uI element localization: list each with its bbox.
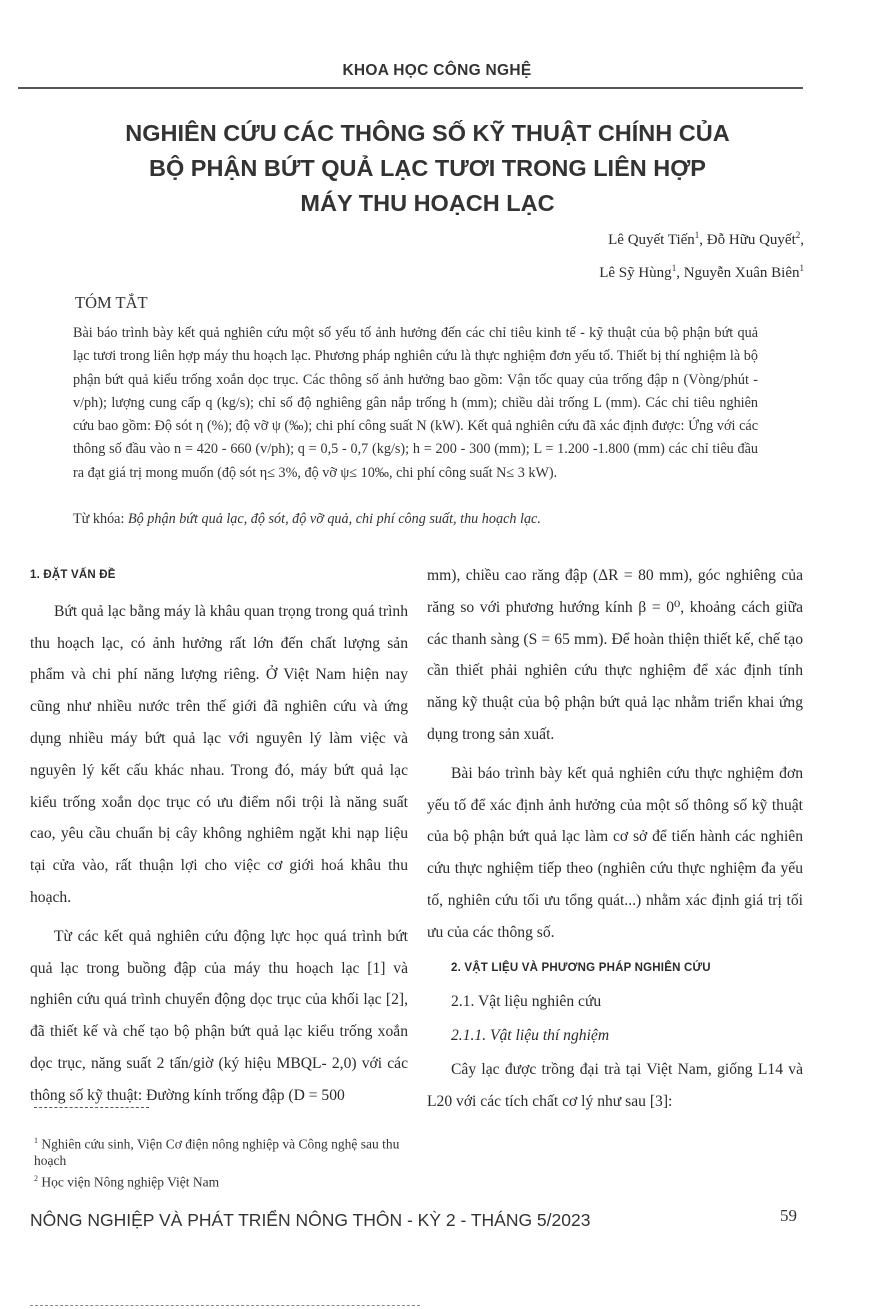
- keywords: [73, 508, 763, 530]
- paragraph: Cây lạc được trồng đại trà tại Việt Nam, giống L14 và L20 với các tích chất cơ lý như sau [3]:: [427, 1060, 803, 1110]
- paragraph: Bài báo trình bày kết quả nghiên cứu thực nghiệm đơn yếu tố để xác định ảnh hưởng của một số thông số kỹ thuật của bộ phận bứt quả lạc làm cơ sở để tiến hành các nghiên cứu thực nghiệm tiếp theo (nghiên cứu thực nghiệm đa yếu tố, nghiên cứu tối ưu tổng quát...) nhằm xác định giá trị tối ưu của các thông số.: [427, 764, 803, 941]
- article-title: [40, 116, 815, 221]
- paragraph: Bứt quả lạc bằng máy là khâu quan trọng trong quá trình thu hoạch lạc, có ảnh hưởng rất lớn đến chất lượng sản phẩm và chi phí năng lượng riêng. Ở Việt Nam hiện nay cũng như nhiều nước trên thế giới đã nghiên cứu và ứng dụng nhiều máy bứt quả lạc với nguyên lý làm việc và nguyên lý kết cấu khác nhau. Trong đó, máy bứt quả lạc kiểu trống xoắn dọc trục có ưu điểm nổi trội là năng suất cao, yêu cầu chuẩn bị cây không nghiêm ngặt khi nạp liệu tại cửa vào, rất thuận lợi cho việc cơ giới hoá khâu thu hoạch.: [30, 602, 408, 906]
- footnote: [34, 1171, 414, 1191]
- journal-footer: NÔNG NGHIỆP VÀ PHÁT TRIỂN NÔNG THÔN - KỲ 2 - THÁNG 5/2023: [30, 1210, 591, 1230]
- author-separator: ,: [800, 232, 804, 248]
- left-column: [30, 560, 408, 1112]
- authors-line-1: [608, 230, 804, 249]
- author-separator: ,: [676, 265, 684, 281]
- bottom-rule: [30, 1305, 420, 1306]
- section-heading-intro: 1. ĐẶT VẤN ĐỀ: [30, 569, 116, 581]
- header-rule: [18, 87, 803, 89]
- abstract-body: Bài báo trình bày kết quả nghiên cứu một số yếu tố ảnh hưởng đến các chỉ tiêu kinh tế - kỹ thuật của bộ phận bứt quả lạc tươi trong liên hợp máy thu hoạch lạc. Phương pháp nghiên cứu là thực nghiệm đơn yếu tố. Thiết bị thí nghiệm là bộ phận bứt quả kiểu trống xoắn dọc trục. Các thông số ảnh hưởng bao gồm: Vận tốc quay của trống đập n (Vòng/phút - v/ph); lượng cung cấp q (kg/s); chỉ số độ nghiêng gân nắp trống h (mm); chiều dài trống L (mm). Các chỉ tiêu nghiên cứu bao gồm: Độ sót η (%); độ vỡ ψ (‰); chi phí công suất N (kW). Kết quả nghiên cứu đã xác định được: Ứng với các thông số đầu vào n = 420 - 660 (v/ph); q = 0,5 - 0,7 (kg/s); h = 200 - 300 (mm); L = 1.200 -1.800 (mm) các chỉ tiêu đầu ra đạt giá trị mong muốn (độ sót η≤ 3%, độ vỡ ψ≤ 10‰, chi phí công suất N≤ 3 kW).: [73, 325, 758, 481]
- author-name: Đỗ Hữu Quyết: [706, 232, 796, 248]
- author-name: Lê Quyết Tiến: [608, 232, 695, 248]
- title-line: BỘ PHẬN BỨT QUẢ LẠC TƯƠI TRONG LIÊN HỢP: [149, 155, 706, 181]
- author-name: Lê Sỹ Hùng: [599, 265, 672, 281]
- footnote-mark: 2: [34, 1173, 38, 1183]
- author-affiliation: 1: [799, 263, 804, 273]
- keywords-label: Từ khóa:: [73, 511, 125, 527]
- author-affiliation: 1: [671, 263, 677, 273]
- keywords-list: Bộ phận bứt quả lạc, độ sót, độ vỡ quả, chi phí công suất, thu hoạch lạc.: [127, 511, 541, 527]
- title-line: NGHIÊN CỨU CÁC THÔNG SỐ KỸ THUẬT CHÍNH CỦA: [125, 120, 730, 146]
- subsubsection-heading: 2.1.1. Vật liệu thí nghiệm: [451, 1027, 610, 1045]
- section-heading-materials: 2. VẬT LIỆU VÀ PHƯƠNG PHÁP NGHIÊN CỨU: [451, 961, 711, 974]
- author-name: Nguyễn Xuân Biên: [683, 265, 800, 281]
- footnote-text: Học viện Nông nghiệp Việt Nam: [38, 1174, 220, 1189]
- footnote: [34, 1133, 414, 1169]
- footnote-rule: [34, 1107, 149, 1108]
- author-affiliation: 2: [795, 230, 801, 240]
- paragraph: Từ các kết quả nghiên cứu động lực học quá trình bứt quả lạc trong buồng đập của máy thu hoạch lạc [1] và nghiên cứu quá trình chuyển động dọc trục của khối lạc [2], đã thiết kế và chế tạo bộ phận bứt quả lạc kiểu trống xoắn dọc trục, năng suất 2 tấn/giờ (ký hiệu MBQL- 2,0) với các thông số kỹ thuật: Đường kính trống đập (D = 500: [30, 927, 408, 1104]
- right-column: [427, 560, 803, 1118]
- footnotes: [34, 1133, 414, 1192]
- section-header: KHOA HỌC CÔNG NGHỆ: [342, 62, 532, 79]
- title-line: MÁY THU HOẠCH LẠC: [300, 190, 555, 216]
- subsection-heading: 2.1. Vật liệu nghiên cứu: [451, 993, 602, 1011]
- page-number: 59: [780, 1206, 797, 1225]
- footnote-mark: 1: [34, 1136, 38, 1145]
- abstract-heading: TÓM TẮT: [75, 293, 148, 312]
- footnote-text: Nghiên cứu sinh, Viện Cơ điện nông nghiệp và Công nghệ sau thu hoạch: [34, 1136, 400, 1168]
- paragraph: mm), chiều cao răng đập (ΔR = 80 mm), góc nghiêng của răng so với phương hướng kính β = 0⁰, khoảng cách giữa các thanh sàng (S = 65 mm). Để hoàn thiện thiết kế, chế tạo cần thiết phải nghiên cứu thực nghiệm để xác định tính năng kỹ thuật của bộ phận bứt quả lạc nhằm triển khai ứng dụng trong sản xuất.: [427, 567, 803, 743]
- authors-line-2: [599, 263, 804, 282]
- author-separator: ,: [699, 232, 707, 248]
- author-affiliation: 1: [694, 230, 700, 240]
